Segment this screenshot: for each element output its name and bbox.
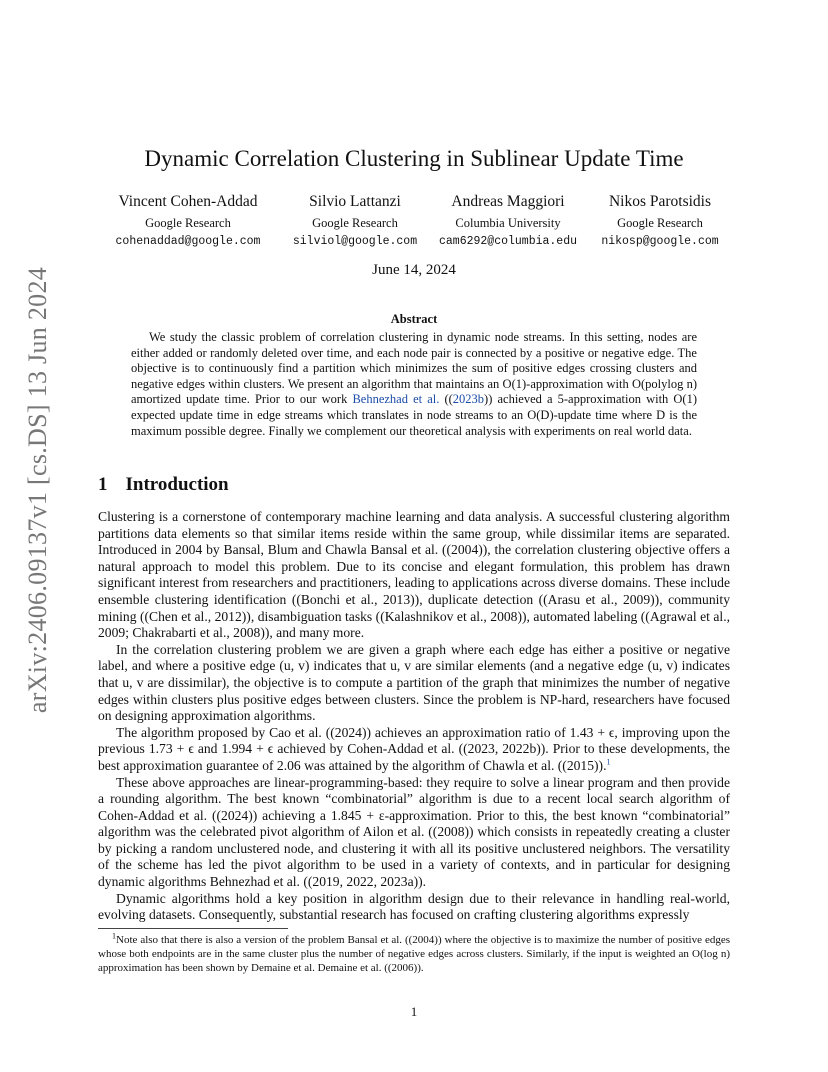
paragraph: These above approaches are linear-programming-based: they require to solve a linear program and then provide a rounding algorithm. The best known “combinatorial” algorithm is due to a recent local search algorithm of Cohen-Addad et al. ((2024)) achieving a 1.845 + ε-approximation. Prior to this, the best known “combinatorial” algorithm was the celebrated pivot algorithm of Ailon et al. ((2008)) which consists in repeatedly creating a cluster by picking a random unclustered node, and clustering it with all its positive unclustered neighbors. The versatility of the scheme has led the pivot algorithm to be used in a variety of contexts, and in particular for designing dynamic algorithms Behnezhad et al. ((2019, 2022, 2023a)). xyxy=(98,774,730,890)
author-email: silviol@google.com xyxy=(292,235,418,248)
footnote-marker[interactable]: 1 xyxy=(606,757,611,767)
author-name: Vincent Cohen-Addad xyxy=(118,193,258,210)
paragraph: Dynamic algorithms hold a key position in algorithm design due to their relevance in handling real-world, evolving datasets. Consequently, substantial research has focused on crafting clustering algorithms expressly xyxy=(98,890,730,923)
paragraph: Clustering is a cornerstone of contemporary machine learning and data analysis. A successful clustering algorithm partitions data elements so that similar items reside within the same group, while dissimilar items are separated. Introduced in 2004 by Bansal, Blum and Chawla Bansal et al. ((2004)), the correlation clustering objective offers a natural approach to model this problem. Due to its concise and elegant formulation, this problem has drawn significant interest from researchers and practitioners, leading to applications across diverse domains. These include ensemble clustering identification ((Bonchi et al., 2013)), duplicate detection ((Arasu et al., 2009)), community mining ((Chen et al., 2012)), disambiguation tasks ((Kalashnikov et al., 2008)), automated labeling ((Agrawal et al., 2009; Chakrabarti et al., 2008)), and many more. xyxy=(98,509,730,641)
publication-date: June 14, 2024 xyxy=(372,262,456,278)
page-number: 1 xyxy=(410,1004,418,1019)
author-block-4 xyxy=(570,192,750,251)
abstract-text-part: We study the classic problem of correlation clustering in dynamic node streams. In this setting, nodes are either added or randomly deleted over time, and each node pair is connected by a positive or negative edge. The objective is to continuously find a partition which minimizes the sum of positive edges crossing clusters and negative edges within clusters. We present an algorithm that maintains an O(1)-approximation with O(polylog n) amortized update time. Prior to our work xyxy=(131,330,697,407)
citation-link[interactable]: 2023b xyxy=(452,392,485,407)
author-affiliation: Columbia University xyxy=(455,216,561,230)
abstract-text-part: (( xyxy=(439,392,453,407)
paper-title: Dynamic Correlation Clustering in Sublinear Update Time xyxy=(144,146,684,171)
section-heading xyxy=(98,474,229,496)
body-text xyxy=(98,509,730,924)
author-name: Nikos Parotsidis xyxy=(608,193,712,210)
footnote-divider xyxy=(98,928,288,929)
author-name: Andreas Maggiori xyxy=(451,193,565,210)
arxiv-identifier-stamp xyxy=(20,266,56,714)
section-number: 1 xyxy=(98,474,108,495)
author-block-1 xyxy=(98,192,278,251)
abstract-text xyxy=(131,330,697,439)
author-affiliation: Google Research xyxy=(312,216,398,230)
author-email: cam6292@columbia.edu xyxy=(438,235,578,248)
footnote xyxy=(98,931,730,975)
abstract-text-part: )) achieved a 5-approximation with O(1) expected update time in edge streams which translates in node streams to an O(D)-update time where D is the maximum possible degree. Finally we complement our theoretical analysis with experiments on real world data. xyxy=(131,392,697,438)
footnote-number: 1 xyxy=(112,931,116,941)
paragraph: In the correlation clustering problem we are given a graph where each edge has either a positive or negative label, and where a positive edge (u, v) indicates that u, v are similar elements (and a negative edge (u, v) indicates that u, v are dissimilar), the objective is to compute a partition of the graph that minimizes the number of negative edges within clusters plus positive edges between clusters. Since the problem is NP-hard, researchers have focused on designing approximation algorithms. xyxy=(98,641,730,724)
paragraph-text: The algorithm proposed by Cao et al. ((2024)) achieves an approximation ratio of 1.43 + ϵ, improving upon the previous 1.73 + ϵ and 1.994 + ϵ achieved by Cohen-Addad et al. ((2023, 2022b)). Prior to these developments, the best approximation guarantee of 2.06 was attained by the algorithm of Chawla et al. ((2015)). xyxy=(98,724,730,773)
abstract-heading: Abstract xyxy=(390,312,438,326)
author-email: nikosp@google.com xyxy=(601,235,719,248)
author-name: Silvio Lattanzi xyxy=(309,193,401,210)
arxiv-identifier-text: arXiv:2406.09137v1 [cs.DS] 13 Jun 2024 xyxy=(23,266,52,714)
author-email: cohenaddad@google.com xyxy=(115,235,261,248)
footnote-text: Note also that there is also a version of the problem Bansal et al. ((2004)) where the objective is to maximize the number of positive edges whose both endpoints are in the same cluster plus the number of negative edges across clusters. Similarly, if the input is weighted an O(log n) approximation has been shown by Demaine et al. Demaine et al. ((2006)). xyxy=(98,934,730,974)
citation-link[interactable]: Behnezhad et al. xyxy=(352,392,440,407)
section-title: Introduction xyxy=(125,474,229,495)
paragraph xyxy=(98,725,730,775)
author-affiliation: Google Research xyxy=(145,216,231,230)
author-affiliation: Google Research xyxy=(617,216,703,230)
